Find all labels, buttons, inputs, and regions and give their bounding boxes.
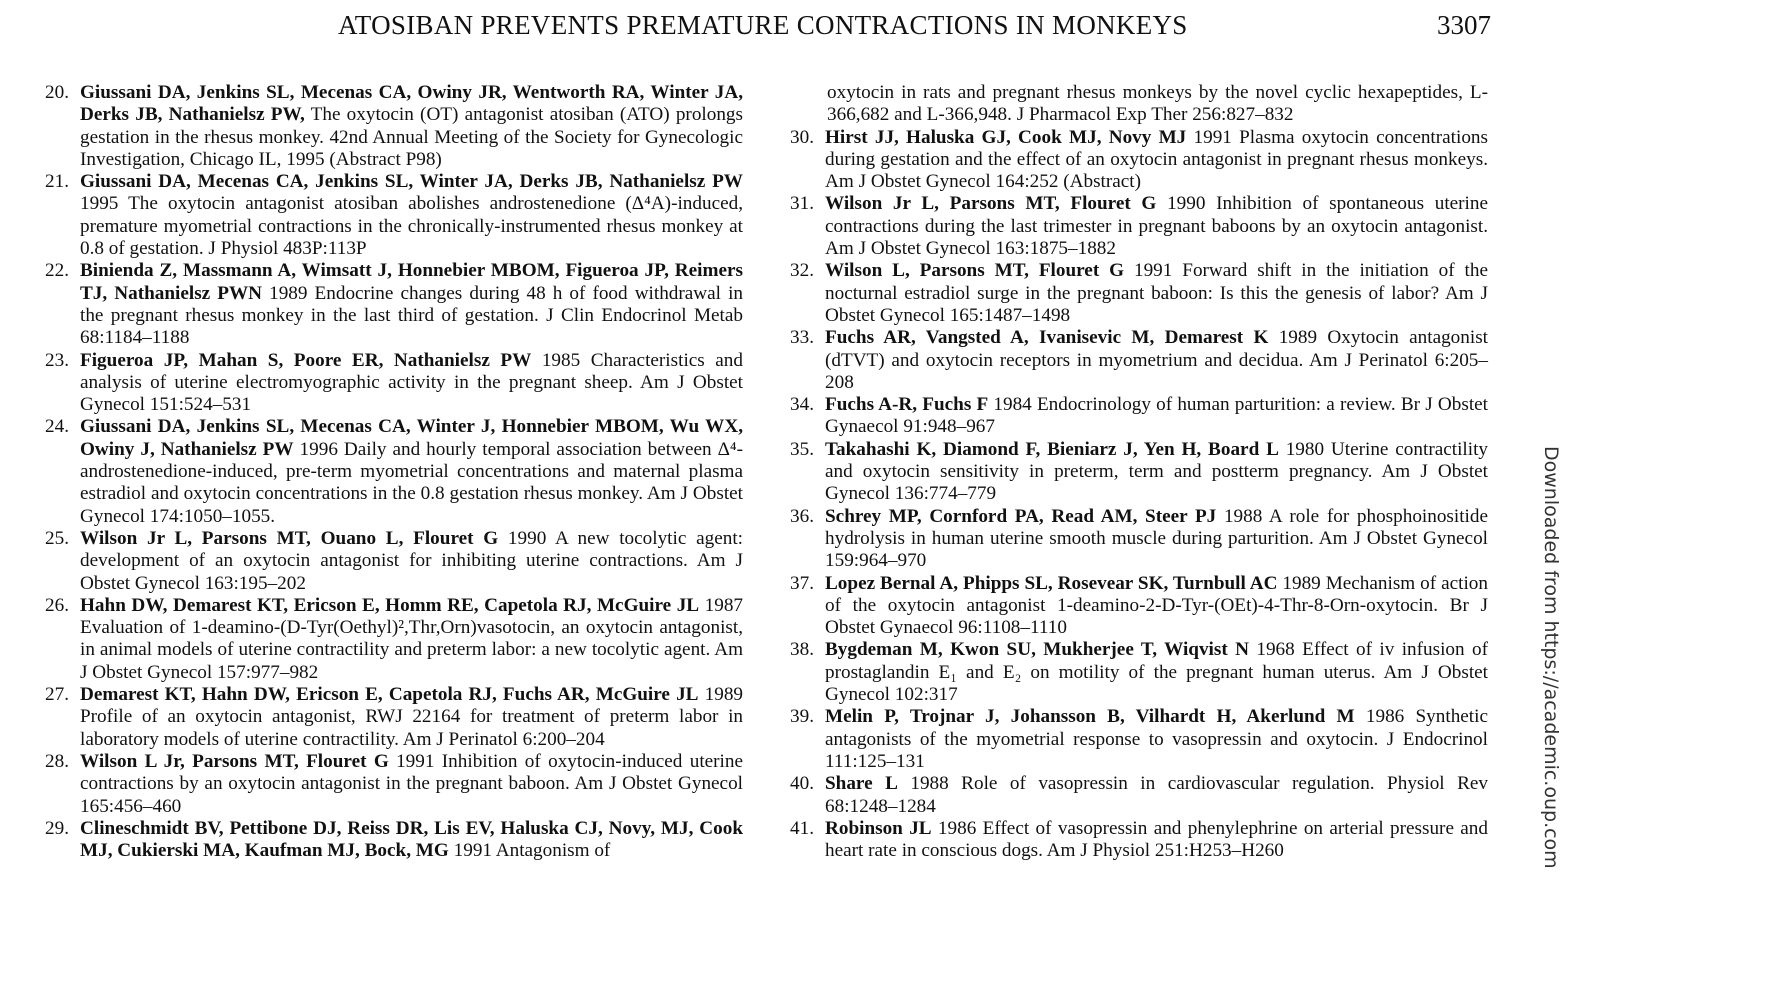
reference-35: 35. Takahashi K, Diamond F, Bieniarz J, Yen H, Board L 1980 Uterine contractility and oxytocin sensitivity in preterm, term and postterm pregnancy. Am J Obstet Gynecol 136:774–779 [790, 438, 1488, 505]
reference-25: 25. Wilson Jr L, Parsons MT, Ouano L, Flouret G 1990 A new tocolytic agent: development of an oxytocin antagonist for inhibiting uterine contractions. Am J Obstet Gynecol 163:195–202 [45, 527, 743, 594]
reference-29: 29. Clineschmidt BV, Pettibone DJ, Reiss DR, Lis EV, Haluska CJ, Novy, MJ, Cook MJ, Cukierski MA, Kaufman MJ, Bock, MG 1991 Antagonism of [45, 817, 743, 862]
download-watermark: Downloaded from https://academic.oup.com [1540, 446, 1562, 869]
reference-23: 23. Figueroa JP, Mahan S, Poore ER, Nathanielsz PW 1985 Characteristics and analysis of uterine electromyographic activity in the pregnant sheep. Am J Obstet Gynecol 151:524–531 [45, 349, 743, 416]
reference-20: 20. Giussani DA, Jenkins SL, Mecenas CA, Owiny JR, Wentworth RA, Winter JA, Derks JB, Nathanielsz PW, The oxytocin (OT) antagonist atosiban (ATO) prolongs gestation in the rhesus monkey. 42nd Annual Meeting of the Society for Gynecologic Investigation, Chicago IL, 1995 (Abstract P98) [45, 82, 743, 170]
reference-32: 32. Wilson L, Parsons MT, Flouret G 1991 Forward shift in the initiation of the nocturnal estradiol surge in the pregnant baboon: Is this the genesis of labor? Am J Obstet Gynecol 165:1487–1498 [790, 260, 1488, 326]
references-right-column [790, 82, 1488, 862]
references-left-column [45, 82, 743, 862]
reference-28: 28. Wilson L Jr, Parsons MT, Flouret G 1991 Inhibition of oxytocin-induced uterine contractions by an oxytocin antagonist in the pregnant baboon. Am J Obstet Gynecol 165:456–460 [45, 750, 743, 817]
running-header-title: ATOSIBAN PREVENTS PREMATURE CONTRACTIONS IN MONKEYS [338, 10, 1188, 40]
reference-40: 40. Share L 1988 Role of vasopressin in cardiovascular regulation. Physiol Rev 68:1248–1284 [790, 773, 1489, 817]
reference-29-continuation: oxytocin in rats and pregnant rhesus monkeys by the novel cyclic hexapeptides, L-366,682 and L-366,948. J Pharmacol Exp Ther 256:827–832 [827, 82, 1488, 126]
reference-38: 38. Bygdeman M, Kwon SU, Mukherjee T, Wiqvist N 1968 Effect of iv infusion of prostaglandin E₁ and E₂ on motility of the pregnant human uterus. Am J Obstet Gynecol 102:317 [790, 639, 1488, 706]
reference-39: 39. Melin P, Trojnar J, Johansson B, Vilhardt H, Akerlund M 1986 Synthetic antagonists of the myometrial response to vasopressin and oxytocin. J Endocrinol 111:125–131 [790, 706, 1488, 772]
reference-26: 26. Hahn DW, Demarest KT, Ericson E, Homm RE, Capetola RJ, McGuire JL 1987 Evaluation of 1-deamino-(D-Tyr(Oethyl)²,Thr,Orn)vasotocin, an oxytocin antagonist, in animal models of uterine contractility and preterm labor: a new tocolytic agent. Am J Obstet Gynecol 157:977–982 [45, 594, 744, 683]
reference-27: 27. Demarest KT, Hahn DW, Ericson E, Capetola RJ, Fuchs AR, McGuire JL 1989 Profile of an oxytocin antagonist, RWJ 22164 for treatment of preterm labor in laboratory models of uterine contractility. Am J Perinatol 6:200–204 [45, 684, 743, 750]
reference-37: 37. Lopez Bernal A, Phipps SL, Rosevear SK, Turnbull AC 1989 Mechanism of action of the oxytocin antagonist 1-deamino-2-D-Tyr-(OEt)-4-Thr-8-Orn-oxytocin. Br J Obstet Gynaecol 96:1108–1110 [790, 572, 1488, 639]
reference-34: 34. Fuchs A-R, Fuchs F 1984 Endocrinology of human parturition: a review. Br J Obstet Gynaecol 91:948–967 [790, 394, 1488, 438]
reference-24: 24. Giussani DA, Jenkins SL, Mecenas CA, Winter J, Honnebier MBOM, Wu WX, Owiny J, Nathanielsz PW 1996 Daily and hourly temporal association between Δ⁴-androstenedione-induced, pre-term myometrial concentrations and maternal plasma estradiol and oxytocin concentrations in the 0.8 gestation rhesus monkey. Am J Obstet Gynecol 174:1050–1055. [45, 416, 743, 527]
reference-31: 31. Wilson Jr L, Parsons MT, Flouret G 1990 Inhibition of spontaneous uterine contractions during the last trimester in pregnant baboons by an oxytocin antagonist. Am J Obstet Gynecol 163:1875–1882 [790, 193, 1488, 260]
reference-36: 36. Schrey MP, Cornford PA, Read AM, Steer PJ 1988 A role for phosphoinositide hydrolysis in human uterine smooth muscle during parturition. Am J Obstet Gynecol 159:964–970 [790, 505, 1488, 572]
reference-30: 30. Hirst JJ, Haluska GJ, Cook MJ, Novy MJ 1991 Plasma oxytocin concentrations during gestation and the effect of an oxytocin antagonist in pregnant rhesus monkeys. Am J Obstet Gynecol 164:252 (Abstract) [790, 126, 1488, 193]
page-number: 3307 [1437, 10, 1491, 40]
reference-41: 41. Robinson JL 1986 Effect of vasopressin and phenylephrine on arterial pressure and heart rate in conscious dogs. Am J Physiol 251:H253–H260 [790, 817, 1488, 862]
reference-33: 33. Fuchs AR, Vangsted A, Ivanisevic M, Demarest K 1989 Oxytocin antagonist (dTVT) and oxytocin receptors in myometrium and decidua. Am J Perinatol 6:205–208 [790, 327, 1488, 393]
reference-22: 22. Binienda Z, Massmann A, Wimsatt J, Honnebier MBOM, Figueroa JP, Reimers TJ, Nathanielsz PWN 1989 Endocrine changes during 48 h of food withdrawal in the pregnant rhesus monkey in the last third of gestation. J Clin Endocrinol Metab 68:1184–1188 [45, 260, 744, 349]
reference-21: 21. Giussani DA, Mecenas CA, Jenkins SL, Winter JA, Derks JB, Nathanielsz PW 1995 The oxytocin antagonist atosiban abolishes androstenedione (Δ⁴A)-induced, premature myometrial contractions in the chronically-instrumented rhesus monkey at 0.8 of gestation. J Physiol 483P:113P [45, 171, 743, 260]
